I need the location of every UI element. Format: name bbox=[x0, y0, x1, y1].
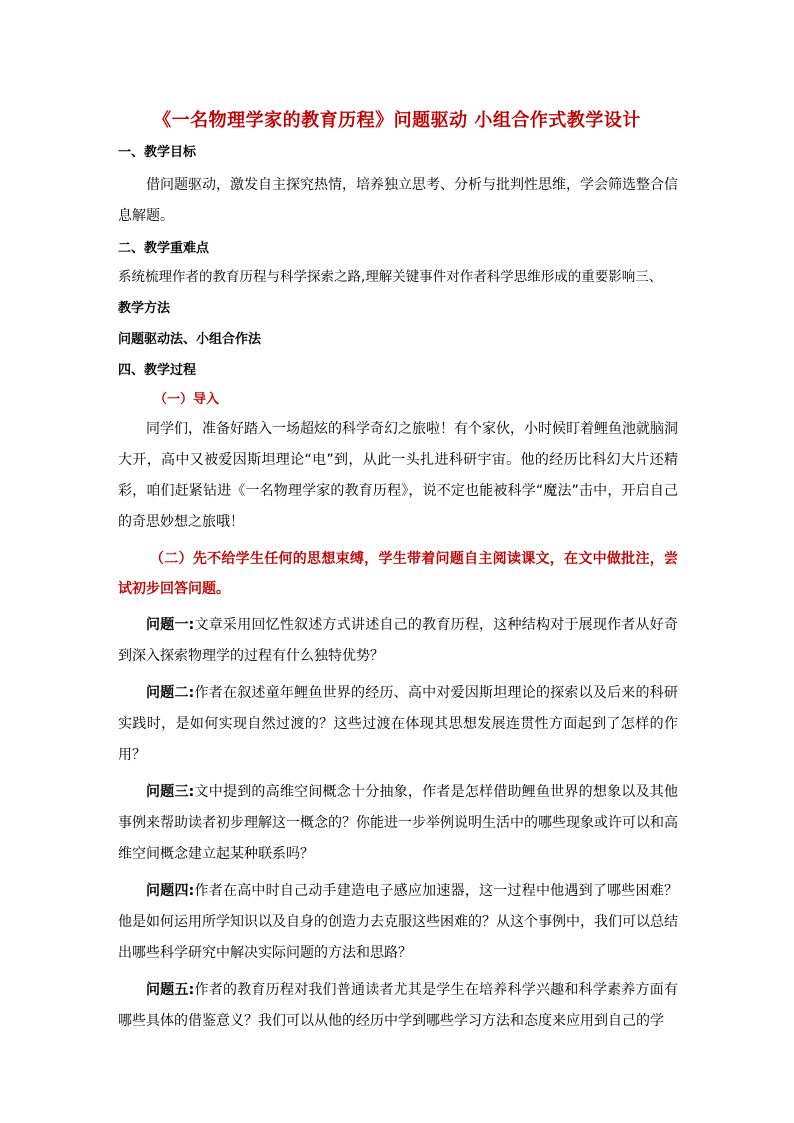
question-text: 作者的教育历程对我们普通读者尤其是学生在培养科学兴趣和科学素养方面有哪些具体的借鉴意义？我们可以从他的经历中学到哪些学习方法和态度来应用到自己的学 bbox=[118, 982, 678, 1029]
section-heading-key-points: 二、教学重难点 bbox=[118, 241, 210, 256]
question-text: 文中提到的高维空间概念十分抽象，作者是怎样借助鲤鱼世界的想象以及其他事例来帮助读者初步理解这一概念的？你能进一步举例说明生活中的哪些现象或许可以和高维空间概念建立起某种联系吗？ bbox=[118, 784, 678, 862]
question-text: 作者在叙述童年鲤鱼世界的经历、高中对爱因斯坦理论的探索以及后来的科研实践时，是如何实现自然过渡的？这些过渡在体现其思想发展连贯性方面起到了怎样的作用？ bbox=[118, 685, 678, 763]
question-item bbox=[118, 610, 678, 672]
document-title: 《一名物理学家的教育历程》问题驱动 小组合作式教学设计 bbox=[153, 110, 641, 131]
section-heading-methods: 教学方法 bbox=[118, 301, 171, 316]
question-item bbox=[118, 876, 678, 969]
objectives-text: 借问题驱动，激发自主探究热情，培养独立思考、分析与批判性思维，学会筛选整合信息解题。 bbox=[118, 177, 678, 224]
document-body bbox=[118, 140, 678, 1037]
question-item bbox=[118, 678, 678, 771]
key-points-text: 系统梳理作者的教育历程与科学探索之路,理解关键事件对作者科学思维形成的重要影响三、 bbox=[118, 269, 663, 285]
step2-text: （二）先不给学生任何的思想束缚，学生带着问题自主阅读课文，在文中做批注，尝试初步回答问题。 bbox=[118, 551, 678, 597]
question-label: 问题五: bbox=[146, 982, 195, 998]
question-item bbox=[118, 777, 678, 870]
section-heading-process: 四、教学过程 bbox=[118, 363, 197, 378]
question-label: 问题一: bbox=[146, 617, 195, 633]
question-text: 作者在高中时自己动手建造电子感应加速器，这一过程中他遇到了哪些困难？他是如何运用所学知识以及自身的创造力去克服这些困难的？从这个事例中，我们可以总结出哪些科学研究中解决实际问题的方法和思路？ bbox=[118, 883, 678, 961]
methods-text: 问题驱动法、小组合作法 bbox=[118, 332, 262, 347]
question-label: 问题三: bbox=[146, 784, 195, 800]
intro-label: （一）导入 bbox=[154, 392, 220, 407]
section-heading-objectives: 一、教学目标 bbox=[118, 145, 197, 160]
question-label: 问题四: bbox=[146, 883, 195, 899]
intro-text: 同学们，准备好踏入一场超炫的科学奇幻之旅啦！有个家伙，小时候盯着鲤鱼池就脑洞大开，高中又被爱因斯坦理论“电”到，从此一头扎进科研宇宙。他的经历比科幻大片还精彩，咱们赶紧钻进《一名物理学家的教育历程》，说不定也能被科学“魔法”击中，开启自己的奇思妙想之旅哦！ bbox=[118, 421, 678, 530]
question-item bbox=[118, 975, 678, 1037]
question-text: 文章采用回忆性叙述方式讲述自己的教育历程，这种结构对于展现作者从好奇到深入探索物理学的过程有什么独特优势？ bbox=[118, 617, 678, 664]
question-label: 问题二: bbox=[146, 685, 195, 701]
